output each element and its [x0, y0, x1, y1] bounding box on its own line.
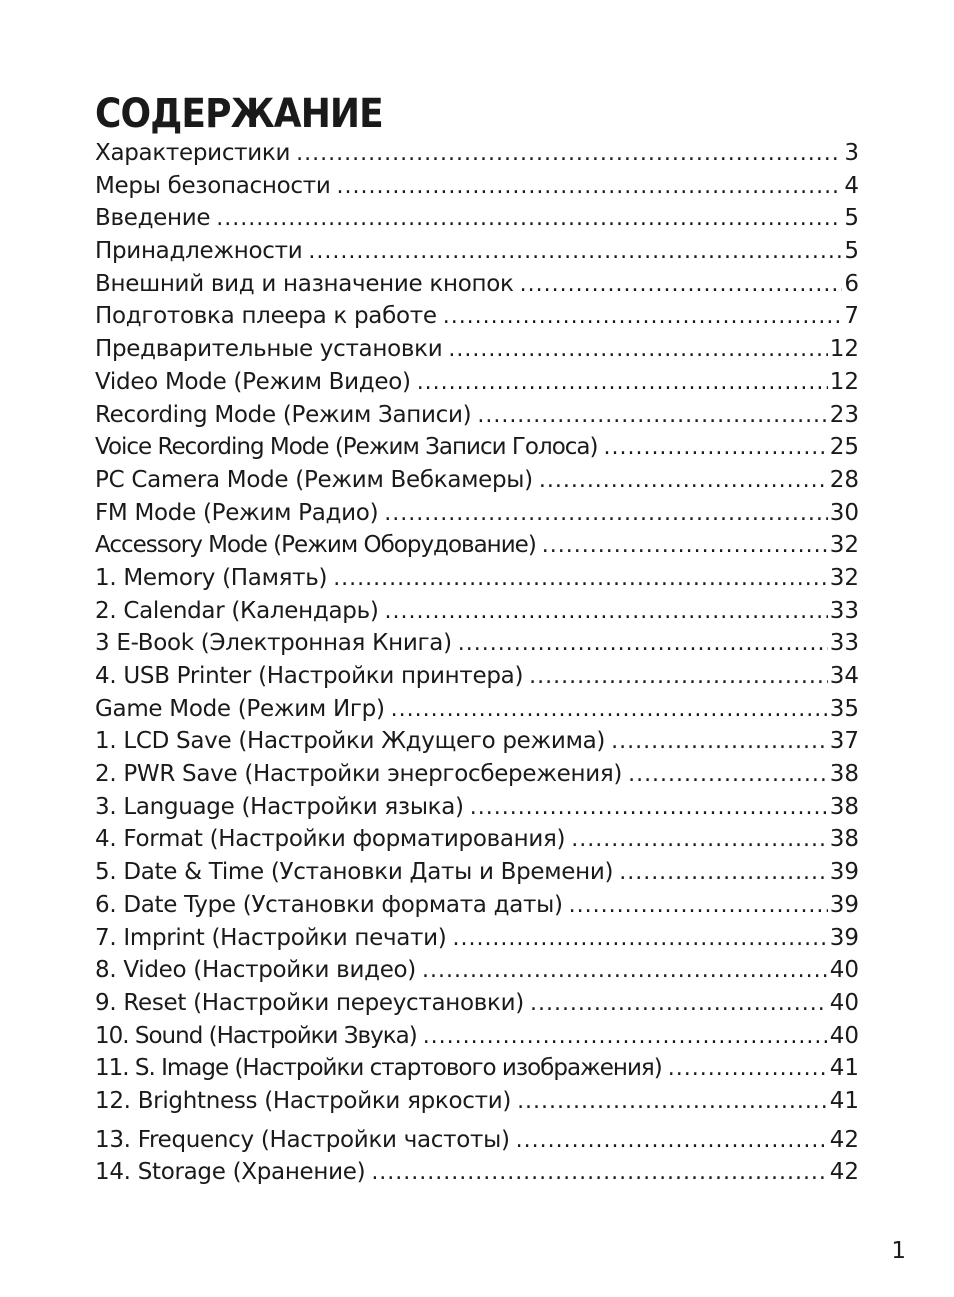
toc-entry-page: 3 [844, 140, 859, 166]
toc-entry [95, 268, 859, 301]
toc-entry-label: Accessory Mode (Режим Оборудование) [95, 532, 536, 559]
toc-entry [95, 235, 859, 268]
toc-entry-page: 32 [829, 564, 859, 591]
toc-entry-page: 39 [829, 924, 859, 951]
toc-entry-label: FM Mode (Режим Радио) [95, 499, 379, 526]
toc-entry-label: Принадлежности [95, 238, 303, 265]
toc-entry [95, 660, 859, 693]
toc-dot-leader [452, 923, 827, 955]
toc-entry-page: 41 [829, 1055, 859, 1082]
toc-entry-label: 3. Language (Настройки языка) [95, 793, 464, 820]
toc-entry-label: Введение [95, 205, 211, 232]
toc-entry-label: 9. Reset (Настройки переустановки) [95, 989, 524, 1016]
toc-dot-leader [423, 1021, 828, 1053]
page-number: 1 [891, 1238, 906, 1264]
toc-entry-page: 35 [829, 695, 859, 722]
toc-entry-page: 39 [829, 859, 859, 886]
toc-entry-label: Внешний вид и назначение кнопок [95, 270, 514, 297]
toc-entry [95, 170, 859, 203]
toc-entry-page: 25 [829, 434, 859, 461]
toc-entry-label: 4. Format (Настройки форматирования) [95, 826, 566, 853]
toc-entry-label: Меры безопасности [95, 172, 331, 199]
toc-entry-page: 41 [829, 1087, 859, 1114]
toc-entry-page: 28 [829, 466, 859, 493]
toc-entry-label: 3 E-Book (Электронная Книга) [95, 630, 452, 657]
toc-entry [95, 693, 859, 726]
toc-entry [95, 725, 859, 758]
toc-dot-leader [333, 563, 828, 595]
toc-entry [95, 758, 859, 791]
toc-entry [95, 987, 859, 1020]
toc-entry [95, 431, 859, 464]
toc-dot-leader [391, 694, 828, 726]
toc-dot-leader [296, 138, 842, 170]
toc-entry-label: Video Mode (Режим Видео) [95, 368, 411, 395]
toc-entry [95, 889, 859, 922]
toc-entry [95, 1156, 859, 1189]
toc-dot-leader [216, 203, 842, 235]
toc-entry-label: PC Camera Mode (Режим Вебкамеры) [95, 466, 533, 493]
toc-dot-leader [603, 432, 827, 464]
toc-entry-label: Recording Mode (Режим Записи) [95, 401, 472, 428]
toc-entry [95, 1052, 859, 1085]
toc-dot-leader [529, 661, 828, 693]
toc-dot-leader [539, 465, 828, 497]
toc-entry-label: 14. Storage (Хранение) [95, 1159, 366, 1186]
toc-entry [95, 137, 859, 170]
toc-entry [95, 399, 859, 432]
toc-entry [95, 202, 859, 235]
toc-entry-page: 6 [844, 270, 859, 297]
toc-entry [95, 333, 859, 366]
toc-dot-leader [477, 400, 827, 432]
toc-dot-leader [530, 988, 828, 1020]
toc-entry-label: Game Mode (Режим Игр) [95, 695, 385, 722]
toc-entry [95, 300, 859, 333]
toc-entry [95, 922, 859, 955]
toc-dot-leader [336, 171, 842, 203]
toc-dot-leader [569, 890, 828, 922]
toc-entry-page: 33 [829, 597, 859, 624]
page-title: СОДЕРЖАНИЕ [95, 91, 383, 137]
toc-entry [95, 1124, 859, 1157]
toc-dot-leader [668, 1053, 828, 1085]
toc-entry-page: 4 [844, 172, 859, 199]
toc-entry-page: 40 [829, 989, 859, 1016]
toc-dot-leader [542, 530, 828, 562]
toc-dot-leader [384, 498, 827, 530]
toc-dot-leader [628, 759, 828, 791]
toc-entry-label: 10. Sound (Настройки Звука) [95, 1022, 417, 1049]
toc-entry-page: 38 [829, 793, 859, 820]
toc-entry-label: Подготовка плеера к работе [95, 303, 437, 330]
toc-entry-page: 34 [829, 663, 859, 689]
toc-entry [95, 954, 859, 987]
toc-entry-page: 32 [829, 532, 859, 559]
toc-dot-leader [371, 1157, 827, 1189]
toc-entry [95, 856, 859, 889]
toc-entry [95, 791, 859, 824]
toc-entry-page: 5 [844, 205, 859, 232]
toc-entry-label: 7. Imprint (Настройки печати) [95, 924, 447, 951]
toc-entry [95, 464, 859, 497]
toc-entry [95, 366, 859, 399]
toc-entry-page: 40 [829, 957, 859, 984]
toc-entry-page: 39 [829, 891, 859, 918]
toc-entry-page: 23 [829, 401, 859, 428]
toc-dot-leader [619, 857, 828, 889]
table-of-contents [95, 137, 859, 1189]
toc-entry-label: 5. Date & Time (Установки Даты и Времени) [95, 859, 614, 886]
toc-entry-label: Предварительные установки [95, 336, 443, 363]
toc-entry-page: 30 [829, 499, 859, 526]
toc-dot-leader [422, 955, 828, 987]
toc-entry [95, 562, 859, 595]
toc-dot-leader [443, 301, 843, 333]
toc-entry [95, 497, 859, 530]
toc-entry [95, 823, 859, 856]
toc-dot-leader [611, 726, 828, 758]
toc-dot-leader [470, 792, 828, 824]
toc-dot-leader [417, 367, 828, 399]
toc-entry-page: 42 [829, 1126, 859, 1153]
toc-entry-label: 8. Video (Настройки видео) [95, 957, 416, 984]
toc-entry-page: 12 [829, 368, 859, 395]
toc-entry-page: 42 [829, 1159, 859, 1186]
toc-dot-leader [516, 1125, 828, 1157]
toc-entry-label: 1. LCD Save (Настройки Ждущего режима) [95, 728, 606, 755]
toc-entry-label: 1. Memory (Память) [95, 564, 328, 591]
toc-dot-leader [520, 269, 843, 301]
toc-entry-page: 5 [844, 238, 859, 265]
toc-dot-leader [571, 824, 827, 856]
toc-entry-label: 4. USB Printer (Настройки принтера) [95, 663, 524, 689]
toc-entry-page: 12 [829, 336, 859, 363]
toc-entry [95, 1020, 859, 1053]
toc-dot-leader [385, 596, 828, 628]
toc-entry [95, 529, 859, 562]
toc-entry-label: Характеристики [95, 140, 291, 166]
toc-entry-label: 2. PWR Save (Настройки энергосбережения) [95, 761, 623, 788]
toc-entry [95, 595, 859, 628]
toc-dot-leader [458, 628, 828, 660]
toc-entry-label: 12. Brightness (Настройки яркости) [95, 1087, 512, 1114]
toc-entry [95, 1085, 859, 1118]
toc-entry-label: 11. S. Image (Настройки стартового изображения) [95, 1055, 662, 1082]
toc-entry-page: 37 [829, 728, 859, 755]
toc-entry [95, 627, 859, 660]
toc-entry-label: 13. Frequency (Настройки частоты) [95, 1126, 510, 1153]
toc-entry-label: 6. Date Type (Установки формата даты) [95, 891, 563, 918]
toc-entry-page: 33 [829, 630, 859, 657]
toc-entry-page: 38 [829, 761, 859, 788]
toc-entry-label: Voice Recording Mode (Режим Записи Голоса) [95, 434, 598, 461]
toc-entry-page: 38 [829, 826, 859, 853]
toc-dot-leader [517, 1086, 828, 1118]
toc-entry-label: 2. Calendar (Календарь) [95, 597, 379, 624]
toc-entry-page: 40 [829, 1022, 859, 1049]
toc-dot-leader [448, 334, 827, 366]
toc-dot-leader [308, 236, 842, 268]
toc-entry-page: 7 [844, 303, 859, 330]
